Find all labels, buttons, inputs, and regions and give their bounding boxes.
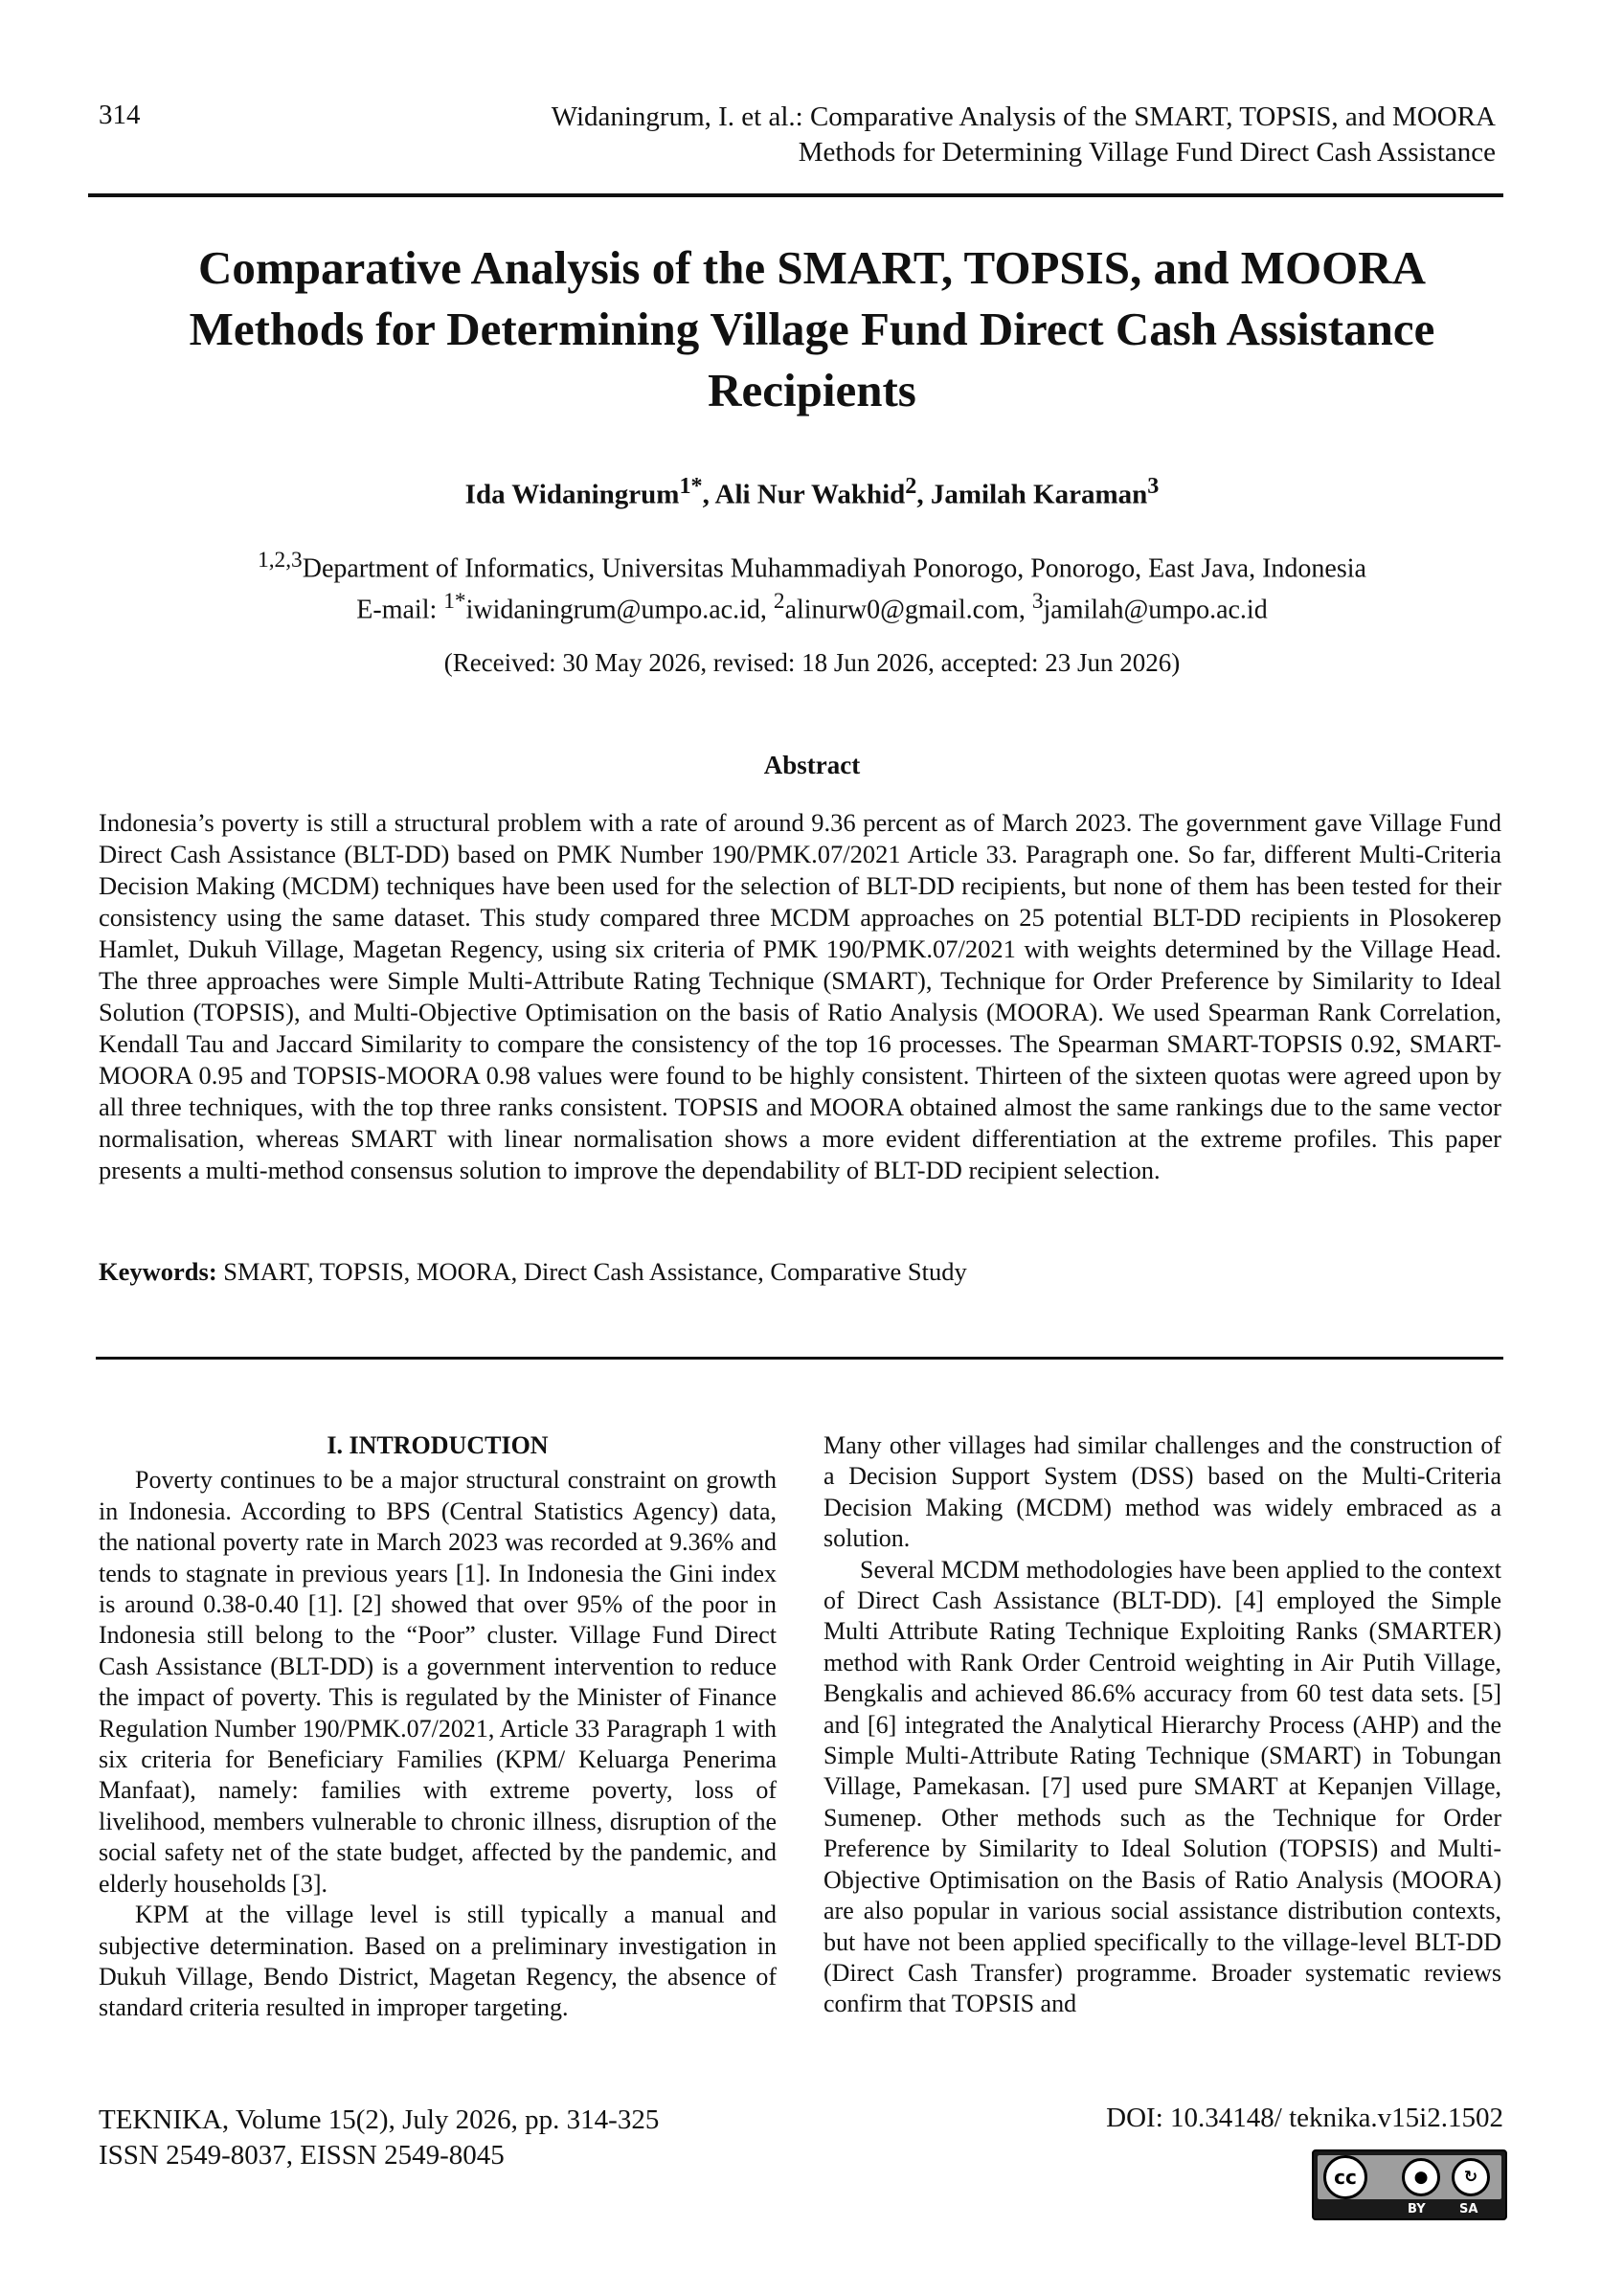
affiliation-line — [96, 544, 1528, 585]
section-heading-introduction: I. INTRODUCTION — [327, 1431, 549, 1459]
running-head-line-2: Methods for Determining Village Fund Direct Cash Assistance — [798, 137, 1496, 168]
email-1[interactable]: iwidaningrum@umpo.ac.id, — [465, 595, 774, 625]
footer-journal-line-2: ISSN 2549-8037, EISSN 2549-8045 — [99, 2140, 505, 2171]
intro-paragraph-3: Many other villages had similar challenges and the construction of a Decision Support System (DSS) based on the Multi-Criteria Decision Making (MCDM) method was widely embraced as a solution. — [823, 1431, 1501, 1553]
column-right — [823, 1430, 1501, 2020]
footer-journal-line-1: TEKNIKA, Volume 15(2), July 2026, pp. 314-325 — [99, 2104, 660, 2135]
license-badge-band — [1318, 2155, 1501, 2199]
email-label: E-mail: — [356, 595, 444, 625]
intro-paragraph-1: Poverty continues to be a major structural constraint on growth in Indonesia. According to BPS (Central Statistics Agency) data, the national poverty rate in March 2023 was recorded at 9.36% and tends to stagnate in previous years [1]. In Indonesia the Gini index is around 0.38-0.40 [1]. [2] showed that over 95% of the poor in Indonesia still belong to the “Poor” cluster. Village Fund Direct Cash Assistance (BLT-DD) is a government intervention to reduce the impact of poverty. This is regulated by the Minister of Finance Regulation Number 190/PMK.07/2021, Article 33 Paragraph 1 with six criteria for Beneficiary Families (KPM/ Keluarga Penerima Manfaat), namely: families with extreme poverty, loss of livelihood, members vulnerable to chronic illness, disruption of the social safety net of the state budget, affected by the pandemic, and elderly households [3]. — [99, 1466, 777, 1898]
email-3-sup: 3 — [1031, 589, 1044, 615]
affiliation-sup: 1,2,3 — [258, 548, 303, 573]
column-left — [99, 1430, 777, 2024]
author-sep-1: , — [702, 479, 715, 510]
running-head-line-1: Widaningrum, I. et al.: Comparative Analysis of the SMART, TOPSIS, and MOORA — [551, 101, 1496, 132]
affiliation-text: Department of Informatics, Universitas Muhammadiyah Ponorogo, Ponorogo, East Java, Indonesia — [302, 553, 1366, 584]
creative-commons-icon: cc — [1323, 2155, 1367, 2199]
affiliation — [96, 544, 1528, 627]
author-2: Ali Nur Wakhid — [714, 479, 906, 510]
page-number: 314 — [99, 100, 141, 130]
email-3[interactable]: jamilah@umpo.ac.id — [1043, 595, 1268, 625]
email-1-sup: 1* — [443, 589, 466, 615]
keywords-label: Keywords: — [99, 1257, 217, 1286]
footer-doi[interactable]: DOI: 10.34148/ teknika.v15i2.1502 — [1106, 2103, 1503, 2133]
keywords — [99, 1257, 1501, 1287]
title-line-1: Comparative Analysis of the SMART, TOPSIS, and MOORA — [198, 241, 1426, 294]
abstract-text: Indonesia’s poverty is still a structural problem with a rate of around 9.36 percent as of March 2023. The government gave Village Fund Direct Cash Assistance (BLT-DD) based on PMK Number 190/PMK.07/2021 Article 33. Paragraph one. So far, different Multi-Criteria Decision Making (MCDM) techniques have been used for the selection of BLT-DD recipients, but none of them has been tested for their consistency using the same dataset. This study compared three MCDM approaches on 25 potential BLT-DD recipients in Plosokerep Hamlet, Dukuh Village, Magetan Regency, using six criteria of PMK 190/PMK.07/2021 with weights determined by the Village Head. The three approaches were Simple Multi-Attribute Rating Technique (SMART), Technique for Order Preference by Similarity to Ideal Solution (TOPSIS), and Multi-Objective Optimisation on the basis of Ratio Analysis (MOORA). We used Spearman Rank Correlation, Kendall Tau and Jaccard Similarity to compare the consistency of the top 16 processes. The Spearman SMART-TOPSIS 0.92, SMART-MOORA 0.95 and TOPSIS-MOORA 0.98 values were found to be highly consistent. Thirteen of the sixteen quotas were agreed upon by all three techniques, with the top three ranks consistent. TOPSIS and MOORA obtained almost the same rankings due to the same vector normalisation, whereas SMART with linear normalisation shows a more evident differentiation at the extreme profiles. This paper presents a multi-method consensus solution to improve the dependability of BLT-DD recipient selection. — [99, 808, 1501, 1184]
running-head — [251, 100, 1496, 170]
keywords-text: SMART, TOPSIS, MOORA, Direct Cash Assistance, Comparative Study — [216, 1257, 967, 1286]
header-rule — [88, 193, 1503, 197]
author-3-sup: 3 — [1147, 473, 1160, 499]
intro-paragraph-2: KPM at the village level is still typically a manual and subjective determination. Based on a preliminary investigation in Dukuh Village, Bendo District, Magetan Regency, the absence of standard criteria resulted in improper targeting. — [99, 1901, 777, 2022]
email-2[interactable]: alinurw0@gmail.com, — [784, 595, 1032, 625]
email-2-sup: 2 — [773, 589, 785, 615]
author-sep-2: , — [916, 479, 931, 510]
author-list — [96, 473, 1528, 511]
title-line-3: Recipients — [708, 364, 916, 416]
abstract-heading: Abstract — [763, 751, 861, 779]
license-label-sa: SA — [1459, 2202, 1478, 2216]
email-line — [96, 585, 1528, 626]
title-line-2: Methods for Determining Village Fund Direct Cash Assistance — [189, 303, 1435, 355]
author-2-sup: 2 — [905, 473, 917, 499]
footer-journal-info — [99, 2103, 659, 2173]
license-label-by: BY — [1408, 2202, 1426, 2216]
submission-dates: (Received: 30 May 2026, revised: 18 Jun 2026, accepted: 23 Jun 2026) — [443, 648, 1181, 677]
attribution-icon: ● — [1402, 2158, 1440, 2196]
author-1-sup: 1* — [679, 473, 703, 499]
share-alike-icon: ↻ — [1452, 2158, 1490, 2196]
cc-by-sa-license-badge[interactable] — [1312, 2149, 1507, 2220]
intro-paragraph-4: Several MCDM methodologies have been applied to the context of Direct Cash Assistance (BLT-DD). [4] employed the Simple Multi Attribute Rating Technique Exploiting Ranks (SMARTER) method with Rank Order Centroid weighting in Air Putih Village, Bengkalis and achieved 86.6% accuracy from 60 test data sets. [5] and [6] integrated the Analytical Hierarchy Process (AHP) and the Simple Multi-Attribute Rating Technique (SMART) in Tobungan Village, Pamekasan. [7] used pure SMART at Kepanjen Village, Sumenep. Other methods such as the Technique for Order Preference by Similarity to Ideal Solution (TOPSIS) and Multi-Objective Optimisation on the Basis of Ratio Analysis (MOORA) are also popular in various social assistance distribution contexts, but have not been applied specifically to the village-level BLT-DD (Direct Cash Transfer) programme. Broader systematic reviews confirm that TOPSIS and — [823, 1555, 1501, 2018]
author-3: Jamilah Karaman — [930, 479, 1148, 510]
author-1: Ida Widaningrum — [464, 479, 680, 510]
paper-title — [115, 237, 1509, 421]
section-rule — [96, 1357, 1503, 1360]
